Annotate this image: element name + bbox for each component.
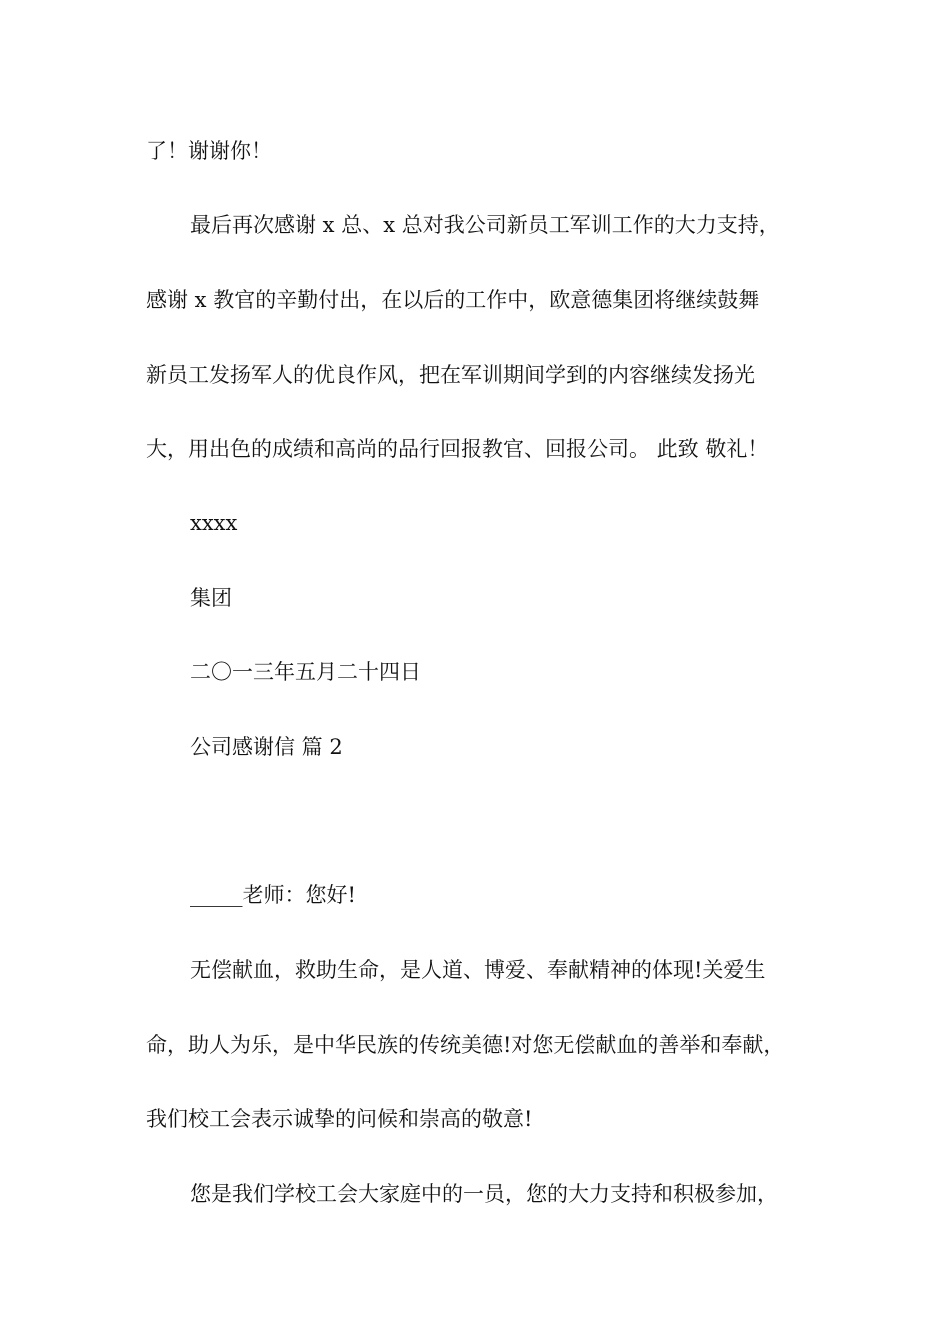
paragraph-line: 命，助人为乐，是中华民族的传统美德!对您无偿献血的善举和奉献， [146, 1033, 785, 1057]
paragraph-line: 新员工发扬军人的优良作风，把在军训期间学到的内容继续发扬光 [146, 363, 755, 387]
paragraph-line: 最后再次感谢 x 总、x 总对我公司新员工军训工作的大力支持， [190, 213, 780, 237]
section-title: 公司感谢信 篇 2 [190, 735, 343, 759]
signature-org: 集团 [190, 586, 232, 610]
salutation: _____老师：您好! [190, 883, 356, 907]
paragraph-line: 感谢 x 教官的辛勤付出，在以后的工作中，欧意德集团将继续鼓舞 [146, 288, 760, 312]
paragraph-line: 大，用出色的成绩和高尚的品行回报教官、回报公司。 此致 敬礼！ [146, 437, 769, 461]
paragraph-line: 我们校工会表示诚挚的问候和崇高的敬意! [146, 1107, 533, 1131]
paragraph-line: 您是我们学校工会大家庭中的一员，您的大力支持和积极参加， [190, 1182, 778, 1206]
letter-date: 二〇一三年五月二十四日 [190, 660, 421, 684]
paragraph-line: 了！谢谢你！ [146, 139, 272, 163]
paragraph-line: 无偿献血，救助生命，是人道、博爱、奉献精神的体现!关爱生 [190, 958, 766, 982]
signature-name: xxxx [190, 511, 238, 535]
